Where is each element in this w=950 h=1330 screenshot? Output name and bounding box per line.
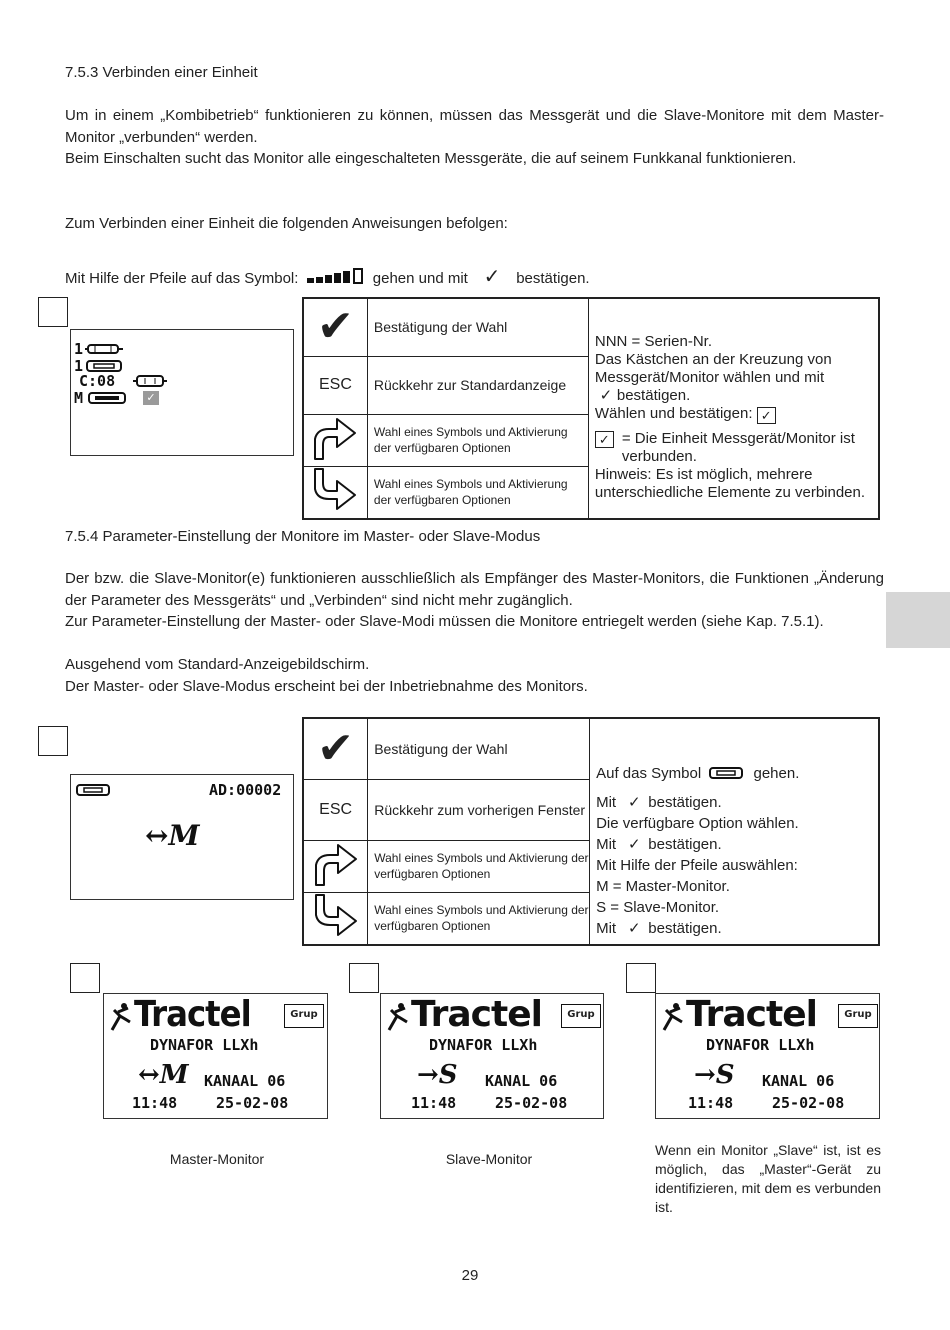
controls-table-2 (302, 717, 880, 946)
lcd-master-screen (103, 993, 328, 1119)
caption-slave-identify: Wenn ein Monitor „Slave“ ist, ist es möglich, das „Master“-Gerät zu identifizieren, mit dem es verbunden ist. (655, 1142, 881, 1215)
section-heading-753: 7.5.3 Verbinden einer Einheit (65, 64, 258, 81)
brand-logo-badge: Grup (561, 1004, 601, 1028)
description-line (595, 405, 872, 424)
arrow-down-icon (303, 892, 368, 945)
tractel-logo-icon (385, 1000, 411, 1032)
check-icon: ✓ (627, 920, 641, 938)
controls-table-1 (302, 297, 880, 520)
description-line: Das Kästchen an der Kreuzung von Messgerät/Monitor wählen und mit (594, 351, 832, 387)
description-cell (588, 298, 879, 519)
row-label: Wahl eines Symbols und Aktivierung der verfügbaren Optionen (367, 466, 588, 519)
instruction-mid: gehen und mit (372, 270, 468, 287)
brand-logo-text: Tractel (411, 994, 542, 1035)
figure-marker-box (38, 297, 68, 327)
lcd-mode: ↔M (138, 1060, 189, 1090)
instruction-line (65, 267, 590, 290)
caption-slave: Slave-Monitor (445, 1151, 533, 1167)
lcd-line-2: 1 (74, 357, 84, 375)
battery-icon (75, 783, 113, 797)
lcd-mode: →S (694, 1060, 735, 1090)
lcd-channel: C:08 (79, 372, 116, 390)
lcd-mode: →S (417, 1060, 458, 1090)
lcd-slave-screen (380, 993, 604, 1119)
lcd-connect-screen (70, 329, 294, 456)
lcd-date: 25-02-08 (772, 1094, 845, 1112)
lcd-address: AD:00002 (209, 781, 282, 799)
brand-logo-text: Tractel (686, 994, 817, 1035)
paragraph: Beim Einschalten sucht das Monitor alle eingeschalteten Messgeräte, die auf seinem Funkkanal funktionieren. (65, 150, 797, 167)
instruction-suffix: bestätigen. (516, 270, 590, 287)
lcd-model: DYNAFOR LLXh (150, 1036, 259, 1054)
description-line: Mit Hilfe der Pfeile auswählen: (596, 857, 798, 875)
lcd-line-4: M (74, 389, 84, 407)
esc-key: ESC (303, 356, 367, 414)
check-icon: ✓ (627, 794, 641, 812)
row-label: Wahl eines Symbols und Aktivierung der verfügbaren Optionen (368, 892, 590, 945)
check-icon: ✓ (483, 266, 501, 288)
row-label: Wahl eines Symbols und Aktivierung der verfügbaren Optionen (368, 840, 590, 892)
description-text: bestätigen. (648, 794, 722, 812)
lcd-slave-identify-screen (655, 993, 880, 1119)
lcd-mode: ↔M (145, 819, 200, 852)
instruction-prefix: Mit Hilfe der Pfeile auf das Symbol: (65, 270, 299, 287)
paragraph: Der Master- oder Slave-Modus erscheint bei der Inbetriebnahme des Monitors. (65, 678, 588, 695)
figure-marker-box (626, 963, 656, 993)
description-line: Hinweis: Es ist möglich, mehrere unterschiedliche Elemente zu verbinden. (594, 466, 866, 502)
description-line (595, 430, 872, 466)
description-line: M = Master-Monitor. (596, 878, 730, 896)
description-text: gehen. (753, 765, 800, 783)
lcd-time: 11:48 (132, 1094, 178, 1112)
caption-master: Master-Monitor (169, 1151, 265, 1167)
description-line: Die verfügbare Option wählen. (596, 815, 799, 833)
description-text: Mit (596, 836, 617, 854)
description-cell (590, 718, 879, 945)
check-icon: ✓ (627, 836, 641, 854)
checkbox-icon: ✓ (595, 431, 614, 448)
checkbox-icon: ✓ (757, 407, 776, 424)
lcd-date: 25-02-08 (216, 1094, 289, 1112)
description-line (595, 387, 872, 405)
description-line (596, 792, 872, 813)
description-text: Mit (596, 794, 617, 812)
row-label: Rückkehr zur Standardanzeige (367, 356, 588, 414)
lcd-mode-screen (70, 774, 294, 900)
arrow-up-icon (303, 840, 368, 892)
battery-icon (708, 767, 746, 779)
esc-key: ESC (303, 779, 368, 840)
description-text: Wählen und bestätigen: (594, 405, 753, 423)
description-line (596, 834, 872, 855)
row-label: Rückkehr zum vorherigen Fenster (368, 779, 590, 840)
arrow-down-icon (303, 466, 367, 519)
lcd-line-1: 1 (74, 340, 84, 358)
description-text: Mit (596, 920, 617, 938)
row-label: Bestätigung der Wahl (368, 718, 590, 779)
lcd-time: 11:48 (688, 1094, 734, 1112)
section-heading-754: 7.5.4 Parameter-Einstellung der Monitore im Master- oder Slave-Modus (65, 528, 541, 545)
tractel-logo-icon (660, 1000, 686, 1032)
description-text: Auf das Symbol (596, 765, 702, 783)
battery-icon (87, 391, 129, 405)
lcd-date: 25-02-08 (495, 1094, 568, 1112)
arrow-up-icon (303, 414, 367, 466)
description-text: bestätigen. (648, 836, 722, 854)
row-label: Bestätigung der Wahl (367, 298, 588, 356)
paragraph: Ausgehend vom Standard-Anzeigebildschirm. (65, 656, 370, 673)
description-text: bestätigen. (648, 920, 722, 938)
brand-logo-text: Tractel (134, 994, 251, 1035)
tractel-logo-icon (108, 1000, 134, 1032)
paragraph: Zur Parameter-Einstellung der Master- oder Slave-Modi müssen die Monitore entriegelt werden (siehe Kap. 7.5.1). (65, 613, 824, 630)
brand-logo-badge: Grup (284, 1004, 324, 1028)
figure-marker-box (349, 963, 379, 993)
paragraph: Der bzw. die Slave-Monitor(e) funktionieren ausschließlich als Empfänger des Master-Monitors, die Funktionen „Änderung der Parameter des Messgeräts“ und „Verbinden“ sind nicht mehr zugänglich. (65, 570, 884, 609)
brand-logo-badge: Grup (838, 1004, 878, 1028)
check-icon: ✔ (303, 298, 367, 356)
description-line: NNN = Serien-Nr. (594, 333, 712, 351)
selected-check-box: ✓ (143, 391, 159, 405)
lcd-model: DYNAFOR LLXh (706, 1036, 815, 1054)
sensor-icon (133, 374, 169, 388)
check-icon: ✔ (303, 718, 368, 779)
lcd-time: 11:48 (411, 1094, 457, 1112)
description-line: S = Slave-Monitor. (596, 899, 720, 917)
sensor-icon (85, 342, 125, 356)
description-line (596, 763, 872, 784)
chapter-tab-marker (886, 592, 950, 648)
row-label: Wahl eines Symbols und Aktivierung der verfügbaren Optionen (367, 414, 588, 466)
check-icon: ✓ (599, 387, 613, 405)
paragraph: Zum Verbinden einer Einheit die folgenden Anweisungen befolgen: (65, 215, 508, 232)
figure-marker-box (38, 726, 68, 756)
page-number: 29 (461, 1267, 479, 1284)
lcd-channel: KANAL 06 (485, 1072, 558, 1090)
lcd-channel: KANAL 06 (762, 1072, 835, 1090)
signal-bars-icon (305, 268, 367, 286)
description-line (596, 918, 872, 939)
paragraph: Um in einem „Kombibetrieb“ funktionieren zu können, müssen das Messgerät und die Slave-Monitore mit dem Master-Monitor „verbunden“ werden. (65, 107, 884, 146)
lcd-model: DYNAFOR LLXh (429, 1036, 538, 1054)
figure-marker-box (70, 963, 100, 993)
battery-icon (85, 359, 125, 373)
lcd-channel: KANAAL 06 (204, 1072, 286, 1090)
description-text: = Die Einheit Messgerät/Monitor ist verbunden. (621, 430, 855, 466)
description-text: bestätigen. (616, 387, 691, 405)
